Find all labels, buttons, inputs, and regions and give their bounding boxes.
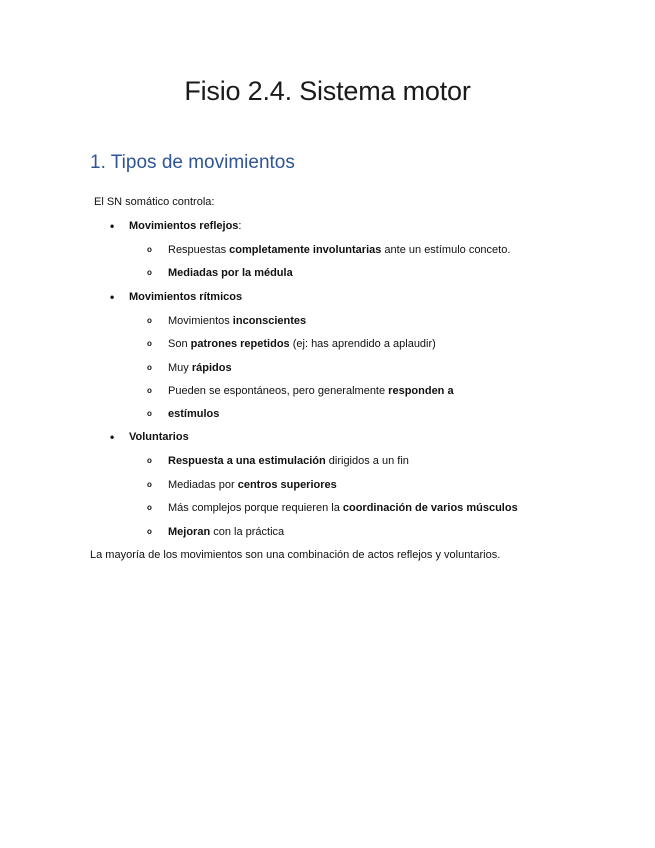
sub-bullet-item	[168, 526, 284, 538]
bold-run: responden a	[388, 385, 454, 397]
bullet-label-suffix: :	[238, 220, 242, 232]
closing-text: La mayoría de los movimientos son una combinación de actos reflejos y voluntarios.	[90, 549, 501, 561]
text-run: dirigidos a un fin	[325, 455, 409, 467]
text-run: Pueden se espontáneos, pero generalmente	[168, 385, 389, 397]
sub-bullet-item	[168, 479, 337, 491]
bullet-label: Movimientos reflejos	[129, 220, 239, 232]
bullet-voluntarios	[129, 431, 189, 443]
text-run: Más complejos porque requieren la	[168, 502, 343, 514]
section-heading: 1. Tipos de movimientos	[90, 152, 295, 173]
sub-bullet-item	[168, 455, 409, 467]
text-run: (ej: has aprendido a aplaudir)	[289, 338, 436, 350]
bold-run: inconscientes	[232, 315, 307, 327]
bold-run: completamente involuntarias	[229, 244, 382, 256]
sub-bullet-item	[168, 315, 306, 327]
text-run: con la práctica	[210, 526, 285, 538]
text-run: Mediadas por	[168, 479, 238, 491]
text-run: Respuestas	[168, 244, 230, 256]
bullet-label: Movimientos rítmicos	[129, 291, 243, 303]
bold-run: Respuesta a una estimulación	[168, 455, 326, 467]
text-run: Son	[168, 338, 191, 350]
bold-run: estímulos	[168, 408, 220, 420]
bullet-label: Voluntarios	[129, 431, 189, 443]
bold-run: Mediadas por la médula	[168, 267, 293, 279]
sub-bullet-item	[168, 502, 518, 514]
sub-bullet-item	[168, 408, 219, 420]
bold-run: patrones repetidos	[190, 338, 290, 350]
text-run: Muy	[168, 362, 192, 374]
bold-run: coordinación de varios músculos	[342, 502, 518, 514]
bold-run: Mejoran	[168, 526, 211, 538]
sub-bullet-item	[168, 244, 510, 256]
bullet-movimientos-reflejos	[129, 220, 241, 232]
text-run: ante un estímulo conceto.	[381, 244, 511, 256]
sub-bullet-item	[168, 267, 293, 279]
bold-run: rápidos	[191, 362, 232, 374]
document-title: Fisio 2.4. Sistema motor	[184, 76, 471, 106]
intro-text: El SN somático controla:	[94, 196, 215, 208]
sub-bullet-item	[168, 338, 436, 350]
text-run: Movimientos	[168, 315, 233, 327]
bold-run: centros superiores	[237, 479, 337, 491]
sub-bullet-item	[168, 385, 454, 397]
bullet-movimientos-ritmicos	[129, 291, 242, 303]
sub-bullet-item	[168, 362, 232, 374]
